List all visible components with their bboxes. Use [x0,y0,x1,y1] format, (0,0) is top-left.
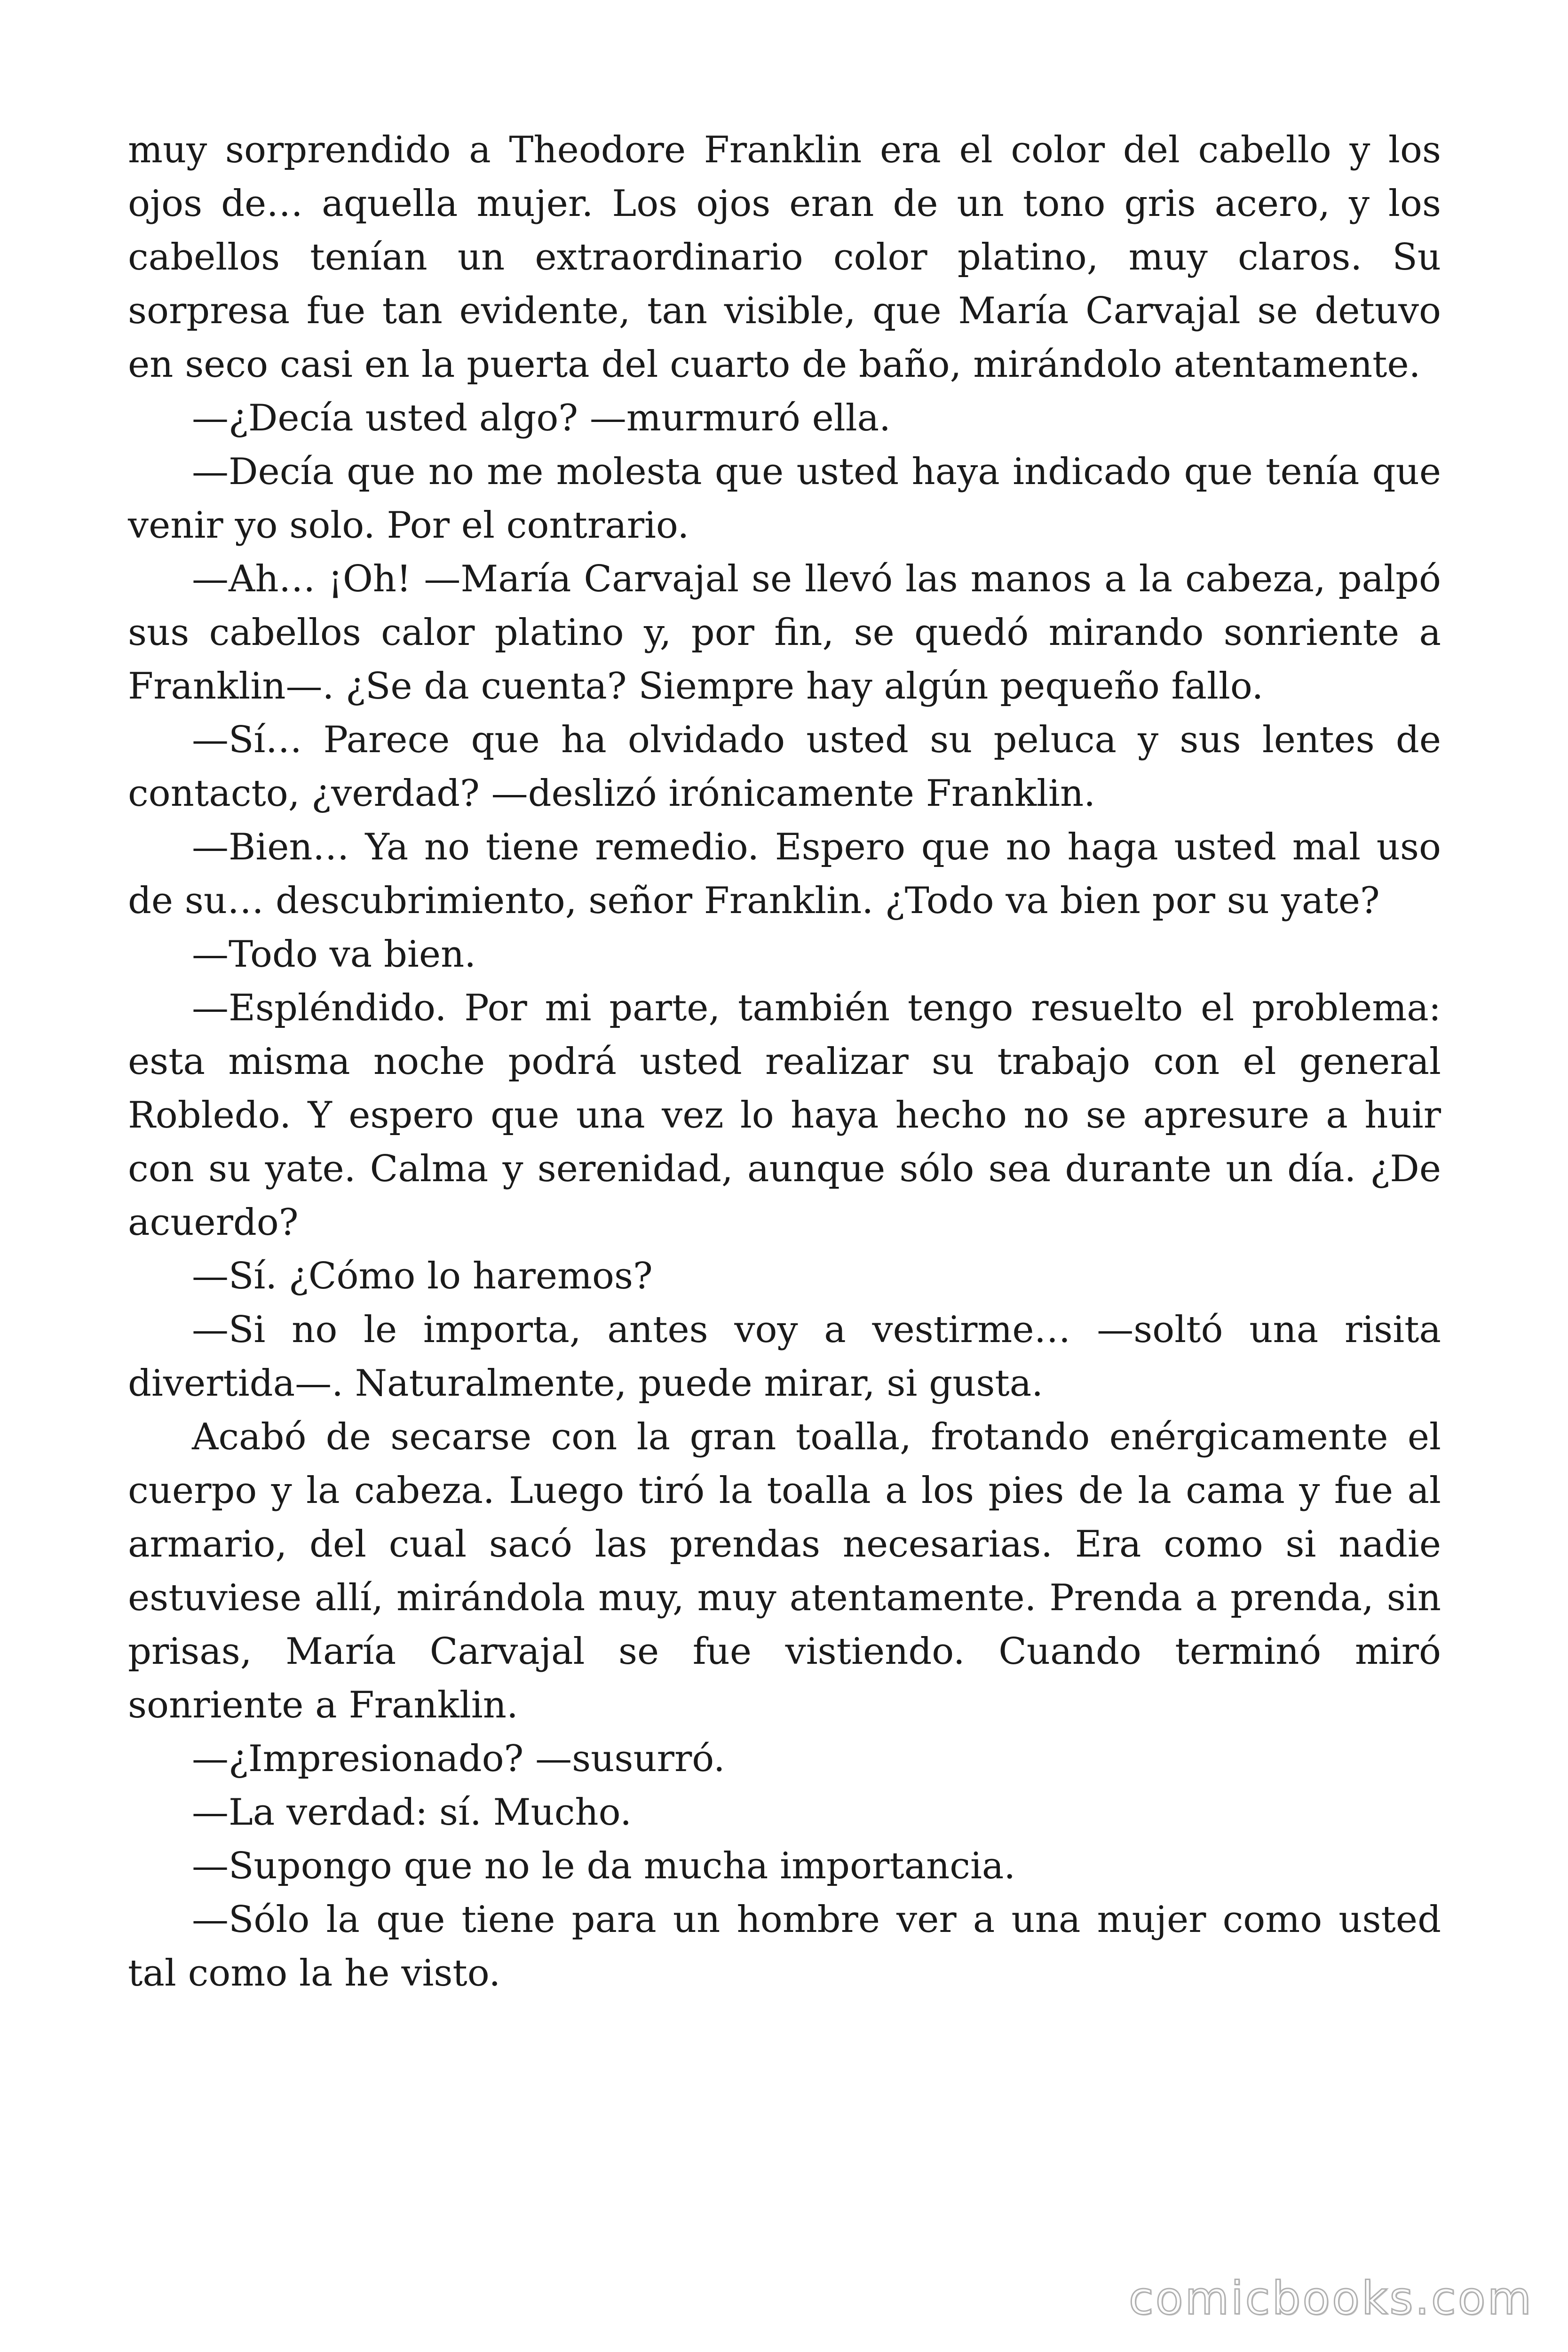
paragraph: —Decía que no me molesta que usted haya indicado que tenía que venir yo solo. Por el contrario. [128,451,1441,547]
paragraph: —Sí… Parece que ha olvidado usted su peluca y sus lentes de contacto, ¿verdad? —deslizó irónicamente Franklin. [128,719,1441,815]
paragraph: —Si no le importa, antes voy a vestirme… —soltó una risita divertida—. Naturalmente, puede mirar, si gusta. [128,1309,1441,1405]
paragraph: —Todo va bien. [192,933,476,976]
paragraph: —Bien… Ya no tiene remedio. Espero que no haga usted mal uso de su… descubrimiento, señor Franklin. ¿Todo va bien por su yate? [128,826,1441,922]
watermark: comicbooks.com [1128,2272,1533,2325]
paragraph: —¿Decía usted algo? —murmuró ella. [192,397,891,439]
paragraph: —Supongo que no le da mucha importancia. [192,1845,1016,1887]
paragraph: —Ah… ¡Oh! —María Carvajal se llevó las manos a la cabeza, palpó sus cabellos calor platino y, por fin, se quedó mirando sonriente a Franklin—. ¿Se da cuenta? Siempre hay algún pequeño fallo. [128,558,1441,707]
paragraph: —Sólo la que tiene para un hombre ver a una mujer como usted tal como la he visto. [128,1899,1441,1994]
paragraph: —¿Impresionado? —susurró. [192,1738,725,1780]
paragraph: Acabó de secarse con la gran toalla, frotando enérgicamente el cuerpo y la cabeza. Luego tiró la toalla a los pies de la cama y fue al armario, del cual sacó las prendas necesarias. Era como si nadie estuviese allí, mirándola muy, muy atentamente. Prenda a prenda, sin prisas, María Carvajal se fue vistiendo. Cuando terminó miró sonriente a Franklin. [128,1416,1441,1726]
page-text [128,123,1441,2000]
paragraph: muy sorprendido a Theodore Franklin era el color del cabello y los ojos de… aquella mujer. Los ojos eran de un tono gris acero, y los cabellos tenían un extraordinario color platino, muy claros. Su sorpresa fue tan evidente, tan visible, que María Carvajal se detuvo en seco casi en la puerta del cuarto de baño, mirándolo atentamente. [128,129,1441,386]
paragraph: —La verdad: sí. Mucho. [192,1791,632,1834]
paragraph: —Sí. ¿Cómo lo haremos? [192,1255,653,1297]
paragraph: —Espléndido. Por mi parte, también tengo resuelto el problema: esta misma noche podrá usted realizar su trabajo con el general Robledo. Y espero que una vez lo haya hecho no se apresure a huir con su yate. Calma y serenidad, aunque sólo sea durante un día. ¿De acuerdo? [128,987,1441,1244]
